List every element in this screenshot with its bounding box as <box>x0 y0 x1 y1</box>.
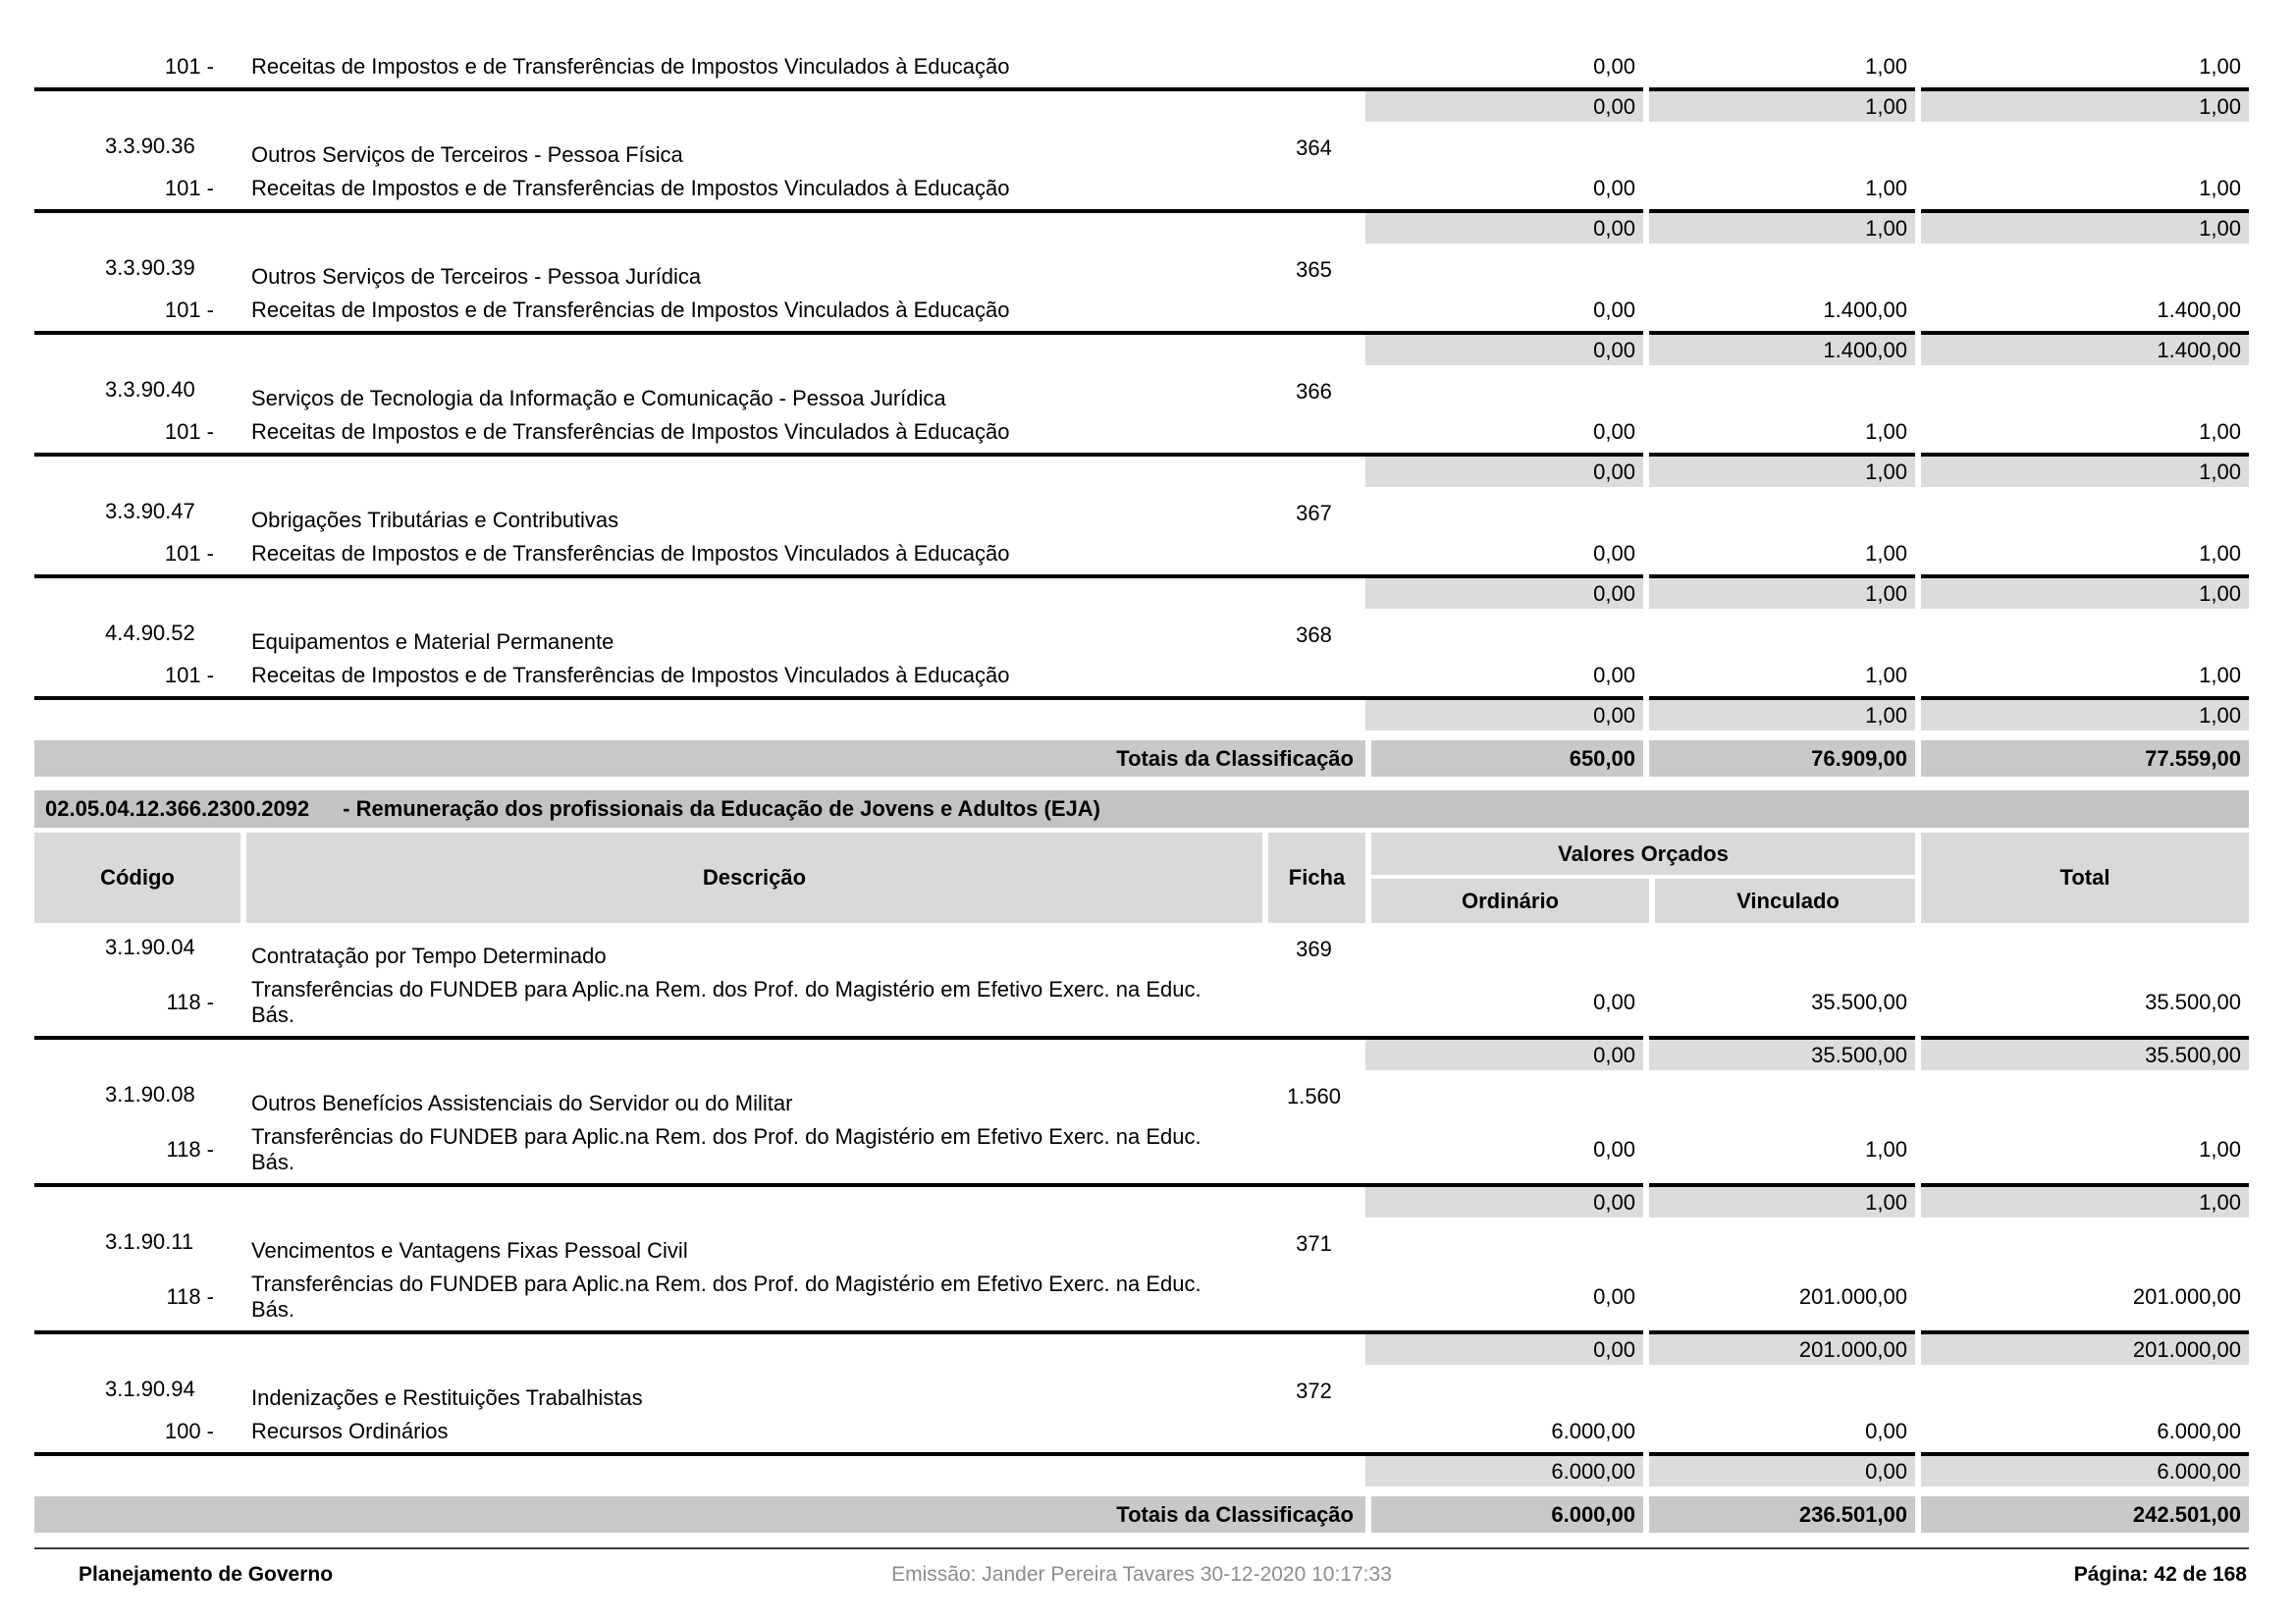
value-total: 1,00 <box>2199 419 2241 444</box>
expense-item-row <box>34 1229 2249 1271</box>
section-code: 02.05.04.12.366.2300.2092 <box>45 796 310 821</box>
subtotal-total: 1.400,00 <box>1915 335 2249 365</box>
subtotal-blank <box>34 578 1365 609</box>
value-ordinario: 0,00 <box>1593 663 1635 687</box>
resource-description: Transferências do FUNDEB para Aplic.na Rem. dos Prof. do Magistério em Efetivo Exerc. na Educ. Bás. <box>251 1124 1201 1174</box>
item-ficha: 364 <box>1296 135 1332 160</box>
item-code: 4.4.90.52 <box>105 621 195 645</box>
subtotal-ordinario: 0,00 <box>1365 1187 1643 1217</box>
subtotal-blank <box>34 457 1365 487</box>
subtotal-blank <box>34 1187 1365 1217</box>
subtotal-ordinario: 0,00 <box>1365 213 1643 243</box>
item-ficha: 371 <box>1296 1231 1332 1256</box>
subtotal-vinculado: 1,00 <box>1643 457 1915 487</box>
col-header-ficha: Ficha <box>1262 833 1365 923</box>
classification-total-vinculado: 76.909,00 <box>1643 740 1915 777</box>
resource-description: Receitas de Impostos e de Transferências de Impostos Vinculados à Educação <box>251 298 1010 322</box>
col-header-valores-orcados-group <box>1365 833 1915 923</box>
resource-code: 101 - <box>164 541 214 566</box>
expense-item-row <box>34 621 2249 663</box>
subtotal-ordinario: 0,00 <box>1365 457 1643 487</box>
value-vinculado: 1,00 <box>1865 419 1907 444</box>
subtotal-ordinario: 0,00 <box>1365 1334 1643 1365</box>
item-ficha: 366 <box>1296 379 1332 404</box>
item-description: Contratação por Tempo Determinado <box>251 944 607 968</box>
subtotal-total: 35.500,00 <box>1915 1040 2249 1070</box>
item-code: 3.1.90.08 <box>105 1082 195 1107</box>
expense-item-row <box>34 935 2249 977</box>
value-ordinario: 0,00 <box>1593 419 1635 444</box>
item-code: 3.3.90.40 <box>105 377 195 402</box>
subtotal-blank <box>34 91 1365 122</box>
subtotal-blank <box>34 335 1365 365</box>
item-ficha: 365 <box>1296 257 1332 282</box>
section-header-row <box>34 790 2249 828</box>
col-header-valores-orcados: Valores Orçados <box>1371 833 1915 875</box>
resource-code: 100 - <box>164 1419 214 1443</box>
subtotal-ordinario: 6.000,00 <box>1365 1456 1643 1487</box>
subtotal-total: 1,00 <box>1915 700 2249 730</box>
expense-item-row <box>34 377 2249 419</box>
resource-description: Receitas de Impostos e de Transferências de Impostos Vinculados à Educação <box>251 541 1010 566</box>
value-vinculado: 0,00 <box>1865 1419 1907 1443</box>
value-vinculado: 1,00 <box>1865 663 1907 687</box>
subtotal-ordinario: 0,00 <box>1365 578 1643 609</box>
item-code: 3.1.90.04 <box>105 935 195 959</box>
subtotal-vinculado: 1,00 <box>1643 1187 1915 1217</box>
classification-totals-label: Totais da Classificação <box>34 740 1365 777</box>
resource-code: 101 - <box>164 54 214 79</box>
resource-code: 101 - <box>164 663 214 687</box>
value-vinculado: 1.400,00 <box>1823 298 1907 322</box>
subtotal-blank <box>34 700 1365 730</box>
value-total: 1,00 <box>2199 1137 2241 1162</box>
col-header-valores-sub <box>1371 879 1915 923</box>
col-header-descricao: Descrição <box>240 833 1262 923</box>
value-total: 1,00 <box>2199 176 2241 200</box>
footer-page-number: Página: 42 de 168 <box>2073 1563 2247 1586</box>
resource-row <box>34 176 2249 201</box>
subtotal-total: 1,00 <box>1915 91 2249 122</box>
resource-subtotal-row <box>34 1456 2249 1487</box>
resource-row <box>34 663 2249 688</box>
col-header-ordinario: Ordinário <box>1371 879 1649 923</box>
subtotal-vinculado: 0,00 <box>1643 1456 1915 1487</box>
classification-total-ordinario: 6.000,00 <box>1365 1496 1643 1533</box>
item-code: 3.3.90.36 <box>105 134 195 158</box>
expense-item-row <box>34 499 2249 541</box>
col-header-codigo: Código <box>34 833 240 923</box>
item-code: 3.3.90.39 <box>105 255 195 280</box>
resource-subtotal-row <box>34 457 2249 487</box>
resource-subtotal-row <box>34 335 2249 365</box>
subtotal-total: 1,00 <box>1915 578 2249 609</box>
item-description: Outros Benefícios Assistenciais do Servidor ou do Militar <box>251 1091 793 1115</box>
classification-total-ordinario: 650,00 <box>1365 740 1643 777</box>
resource-row <box>34 977 2249 1028</box>
item-code: 3.1.90.94 <box>105 1377 195 1401</box>
value-total: 1,00 <box>2199 541 2241 566</box>
resource-code: 118 - <box>166 1284 214 1309</box>
col-header-total: Total <box>1915 833 2249 923</box>
value-ordinario: 0,00 <box>1593 541 1635 566</box>
resource-row <box>34 298 2249 323</box>
value-vinculado: 1,00 <box>1865 54 1907 79</box>
resource-description: Receitas de Impostos e de Transferências de Impostos Vinculados à Educação <box>251 54 1010 79</box>
resource-row <box>34 54 2249 80</box>
item-description: Outros Serviços de Terceiros - Pessoa Física <box>251 142 683 167</box>
value-vinculado: 201.000,00 <box>1798 1284 1907 1309</box>
subtotal-blank <box>34 1456 1365 1487</box>
footer-system-name: Planejamento de Governo <box>79 1563 334 1586</box>
resource-code: 101 - <box>164 298 214 322</box>
value-vinculado: 35.500,00 <box>1811 990 1907 1014</box>
resource-description: Recursos Ordinários <box>251 1419 449 1443</box>
resource-code: 101 - <box>164 176 214 200</box>
page-footer <box>34 1547 2249 1593</box>
resource-row <box>34 1124 2249 1175</box>
resource-description: Transferências do FUNDEB para Aplic.na Rem. dos Prof. do Magistério em Efetivo Exerc. na Educ. Bás. <box>251 1271 1201 1322</box>
subtotal-blank <box>34 1040 1365 1070</box>
resource-description: Receitas de Impostos e de Transferências de Impostos Vinculados à Educação <box>251 663 1010 687</box>
resource-subtotal-row <box>34 1187 2249 1217</box>
resource-row <box>34 419 2249 445</box>
section-title: - Remuneração dos profissionais da Educação de Jovens e Adultos (EJA) <box>343 796 1100 821</box>
resource-subtotal-row <box>34 91 2249 122</box>
item-ficha: 369 <box>1296 937 1332 961</box>
resource-description: Receitas de Impostos e de Transferências de Impostos Vinculados à Educação <box>251 419 1010 444</box>
expense-item-row <box>34 1082 2249 1124</box>
value-ordinario: 0,00 <box>1593 298 1635 322</box>
item-ficha: 372 <box>1296 1379 1332 1403</box>
item-code: 3.1.90.11 <box>105 1229 194 1254</box>
subtotal-total: 201.000,00 <box>1915 1334 2249 1365</box>
expense-item-row <box>34 134 2249 176</box>
item-description: Outros Serviços de Terceiros - Pessoa Jurídica <box>251 264 702 289</box>
subtotal-ordinario: 0,00 <box>1365 91 1643 122</box>
classification-total-total: 77.559,00 <box>1915 740 2249 777</box>
resource-row <box>34 1271 2249 1323</box>
value-total: 201.000,00 <box>2132 1284 2241 1309</box>
resource-subtotal-row <box>34 700 2249 730</box>
value-total: 1,00 <box>2199 54 2241 79</box>
budget-classification-table <box>34 0 2249 1533</box>
expense-item-row <box>34 1377 2249 1419</box>
subtotal-vinculado: 1,00 <box>1643 578 1915 609</box>
value-ordinario: 6.000,00 <box>1551 1419 1635 1443</box>
resource-subtotal-row <box>34 1040 2249 1070</box>
value-ordinario: 0,00 <box>1593 176 1635 200</box>
value-vinculado: 1,00 <box>1865 176 1907 200</box>
subtotal-total: 6.000,00 <box>1915 1456 2249 1487</box>
resource-description: Receitas de Impostos e de Transferências de Impostos Vinculados à Educação <box>251 176 1010 200</box>
resource-code: 118 - <box>166 990 214 1014</box>
item-description: Vencimentos e Vantagens Fixas Pessoal Civil <box>251 1238 688 1263</box>
subtotal-total: 1,00 <box>1915 457 2249 487</box>
subtotal-vinculado: 201.000,00 <box>1643 1334 1915 1365</box>
classification-totals-row <box>34 1496 2249 1533</box>
item-description: Equipamentos e Material Permanente <box>251 629 614 654</box>
resource-subtotal-row <box>34 213 2249 243</box>
subtotal-ordinario: 0,00 <box>1365 1040 1643 1070</box>
subtotal-vinculado: 1,00 <box>1643 213 1915 243</box>
resource-code: 101 - <box>164 419 214 444</box>
subtotal-ordinario: 0,00 <box>1365 335 1643 365</box>
column-header-row <box>34 833 2249 923</box>
resource-description: Transferências do FUNDEB para Aplic.na Rem. dos Prof. do Magistério em Efetivo Exerc. na Educ. Bás. <box>251 977 1201 1027</box>
item-ficha: 367 <box>1296 501 1332 525</box>
value-total: 35.500,00 <box>2145 990 2241 1014</box>
item-description: Indenizações e Restituições Trabalhistas <box>251 1385 643 1410</box>
footer-emission-info: Emissão: Jander Pereira Tavares 30-12-2020 10:17:33 <box>891 1563 1392 1586</box>
expense-item-row <box>34 255 2249 298</box>
value-ordinario: 0,00 <box>1593 1284 1635 1309</box>
item-code: 3.3.90.47 <box>105 499 195 523</box>
value-ordinario: 0,00 <box>1593 1137 1635 1162</box>
item-ficha: 368 <box>1296 622 1332 647</box>
subtotal-vinculado: 1,00 <box>1643 700 1915 730</box>
item-ficha: 1.560 <box>1286 1084 1342 1109</box>
subtotal-ordinario: 0,00 <box>1365 700 1643 730</box>
subtotal-vinculado: 1,00 <box>1643 91 1915 122</box>
resource-subtotal-row <box>34 578 2249 609</box>
value-ordinario: 0,00 <box>1593 990 1635 1014</box>
value-total: 1.400,00 <box>2157 298 2241 322</box>
value-vinculado: 1,00 <box>1865 541 1907 566</box>
value-ordinario: 0,00 <box>1593 54 1635 79</box>
resource-row <box>34 541 2249 567</box>
subtotal-total: 1,00 <box>1915 213 2249 243</box>
classification-totals-row <box>34 740 2249 777</box>
classification-total-vinculado: 236.501,00 <box>1643 1496 1915 1533</box>
subtotal-vinculado: 35.500,00 <box>1643 1040 1915 1070</box>
subtotal-total: 1,00 <box>1915 1187 2249 1217</box>
subtotal-vinculado: 1.400,00 <box>1643 335 1915 365</box>
value-total: 1,00 <box>2199 663 2241 687</box>
resource-code: 118 - <box>166 1137 214 1162</box>
item-description: Obrigações Tributárias e Contributivas <box>251 508 619 532</box>
classification-total-total: 242.501,00 <box>1915 1496 2249 1533</box>
value-total: 6.000,00 <box>2157 1419 2241 1443</box>
resource-subtotal-row <box>34 1334 2249 1365</box>
classification-totals-label: Totais da Classificação <box>34 1496 1365 1533</box>
subtotal-blank <box>34 1334 1365 1365</box>
col-header-vinculado: Vinculado <box>1649 879 1921 923</box>
value-vinculado: 1,00 <box>1865 1137 1907 1162</box>
subtotal-blank <box>34 213 1365 243</box>
resource-row <box>34 1419 2249 1444</box>
item-description: Serviços de Tecnologia da Informação e Comunicação - Pessoa Jurídica <box>251 386 946 410</box>
